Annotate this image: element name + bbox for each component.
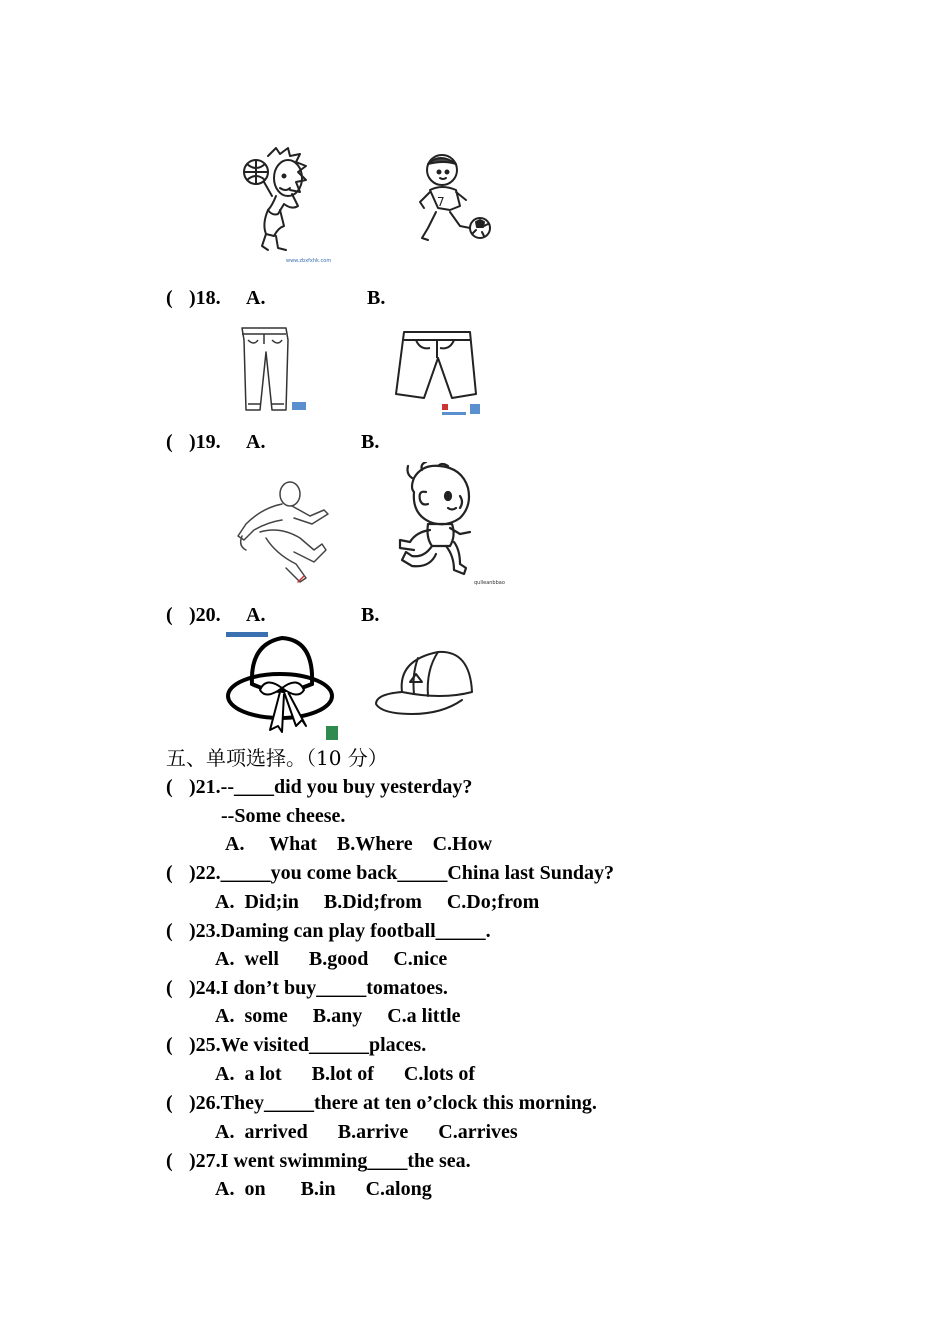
shorts-icon: [376, 326, 482, 418]
q20-number: )20.: [189, 604, 221, 626]
basketball-player-icon: www.zbxfxhk.com: [238, 142, 318, 264]
q25-options[interactable]: A. a lot B.lot of C.lots of: [215, 1063, 475, 1085]
q23-paren: (: [166, 920, 173, 942]
q26-options[interactable]: A. arrived B.arrive C.arrives: [215, 1121, 518, 1143]
q19-option-a[interactable]: A.: [246, 431, 266, 453]
q27-stem: )27.I went swimming____the sea.: [189, 1150, 471, 1172]
q27-options[interactable]: A. on B.in C.along: [215, 1178, 432, 1200]
q18-paren: (: [166, 287, 173, 309]
q18-option-b[interactable]: B.: [367, 287, 386, 309]
q23-stem: )23.Daming can play football_____.: [189, 920, 491, 942]
q21-paren: (: [166, 776, 173, 798]
q22-stem: )22._____you come back_____China last Sunday?: [189, 862, 615, 884]
q22-options[interactable]: A. Did;in B.Did;from C.Do;from: [215, 891, 540, 913]
q24-stem: )24.I don’t buy_____tomatoes.: [189, 977, 448, 999]
q20-paren: (: [166, 604, 173, 626]
q21-options[interactable]: A. What B.Where C.How: [225, 833, 493, 855]
q24-paren: (: [166, 977, 173, 999]
q23-options[interactable]: A. well B.good C.nice: [215, 948, 448, 970]
q22-paren: (: [166, 862, 173, 884]
q20-option-b[interactable]: B.: [361, 604, 380, 626]
long-jump-icon: [230, 480, 334, 586]
svg-text:qulleanbbao: qulleanbbao: [474, 580, 505, 586]
q24-options[interactable]: A. some B.any C.a little: [215, 1005, 461, 1027]
section-5-title: 五、单项选择。（10 分）: [166, 746, 388, 770]
q25-paren: (: [166, 1034, 173, 1056]
cap-icon: [372, 648, 476, 720]
sun-hat-icon: [222, 630, 340, 742]
q21-answer-line: --Some cheese.: [221, 805, 346, 827]
svg-text:7: 7: [437, 195, 445, 209]
q19-option-b[interactable]: B.: [361, 431, 380, 453]
football-player-icon: [414, 150, 496, 252]
q27-paren: (: [166, 1150, 173, 1172]
q18-number: )18.: [189, 287, 221, 309]
q19-number: )19.: [189, 431, 221, 453]
q20-option-a[interactable]: A.: [246, 604, 266, 626]
q18-option-a[interactable]: A.: [246, 287, 266, 309]
q26-stem: )26.They_____there at ten o’clock this morning.: [189, 1092, 597, 1114]
q21-stem: )21.--____did you buy yesterday?: [189, 776, 473, 798]
running-boy-icon: [388, 462, 506, 588]
trousers-icon: [236, 324, 306, 416]
q25-stem: )25.We visited______places.: [189, 1034, 427, 1056]
q19-paren: (: [166, 431, 173, 453]
q26-paren: (: [166, 1092, 173, 1114]
